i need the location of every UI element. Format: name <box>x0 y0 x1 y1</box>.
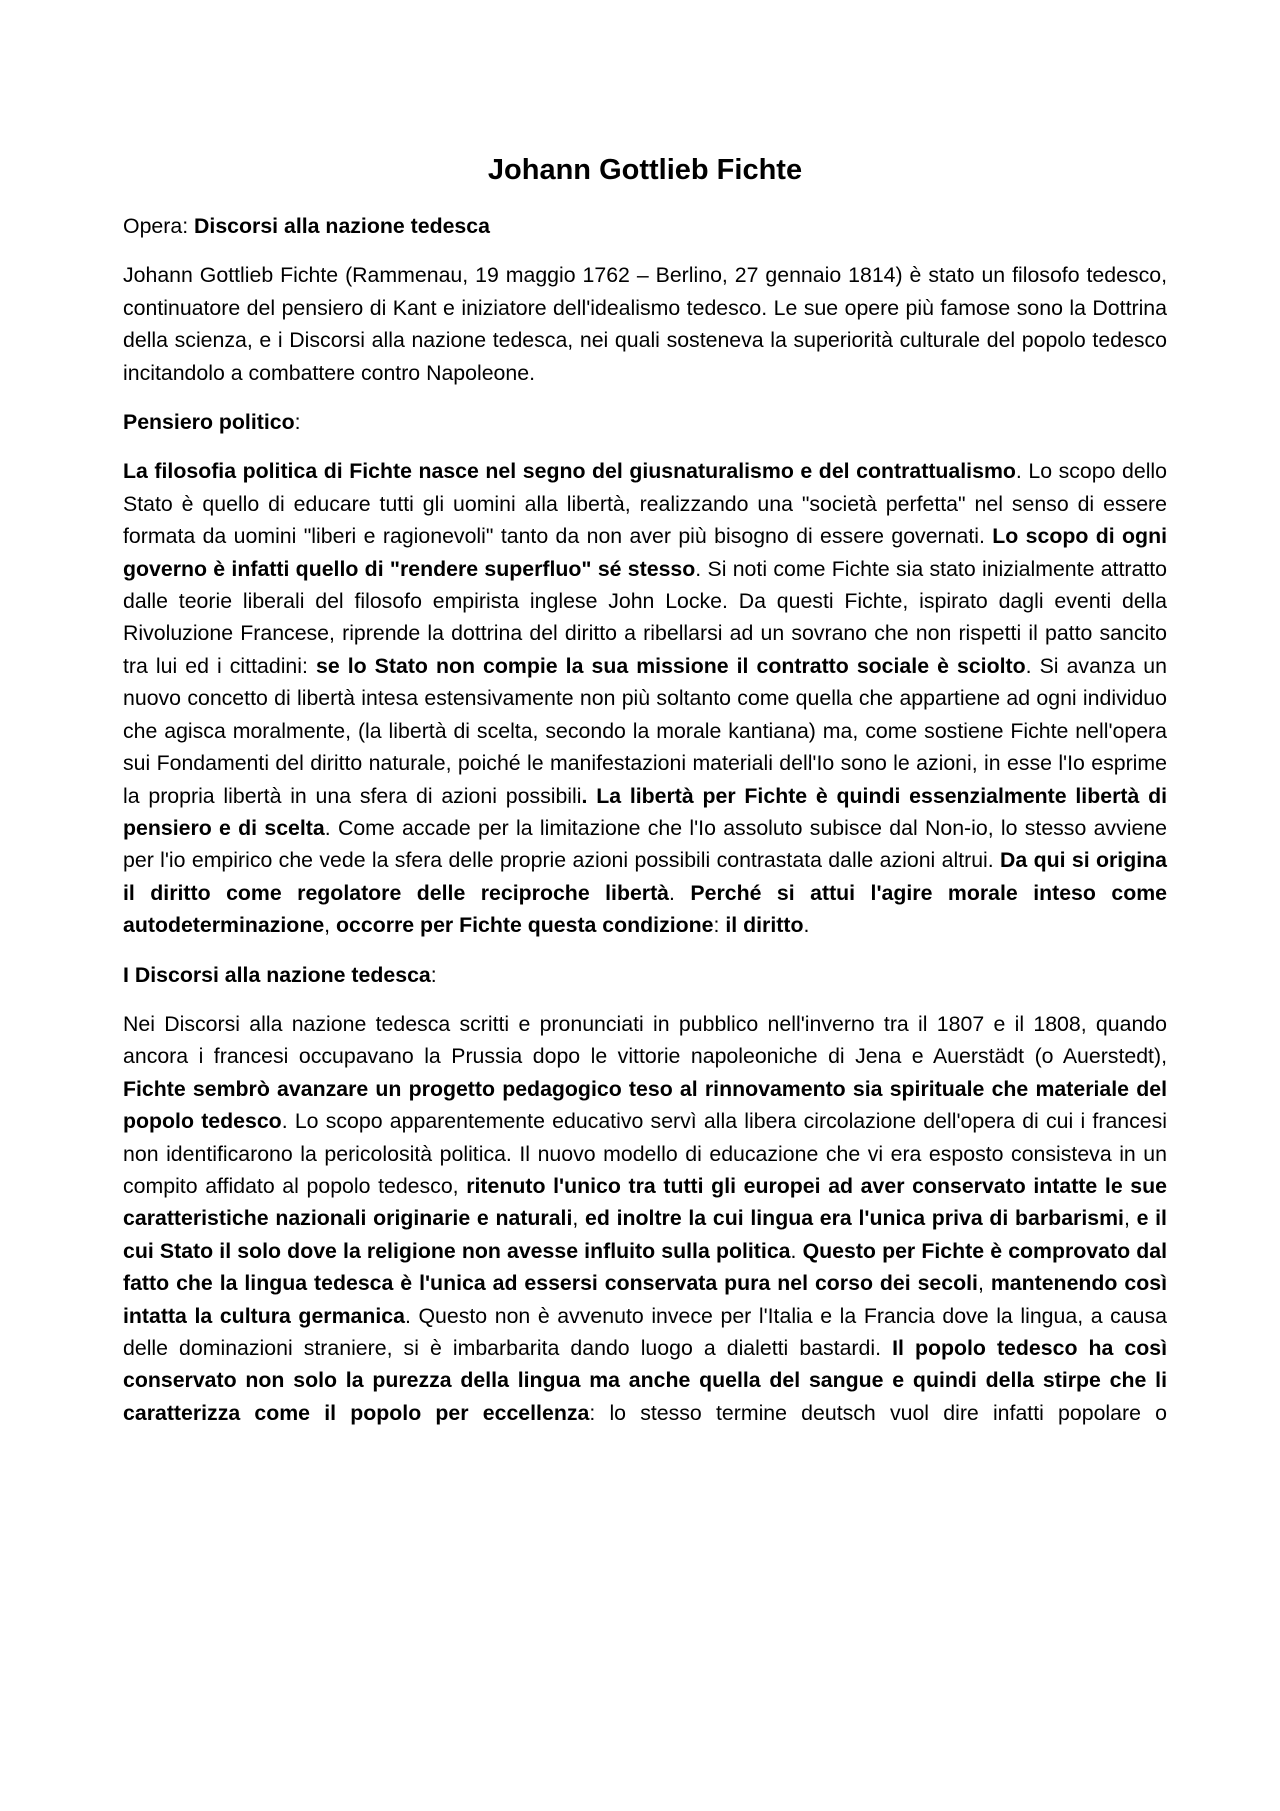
text: . Si avanza un nuovo concetto di libertà intesa estensivamente non più soltanto come quella che appartiene ad ogni individuo che agisca moralmente, (la libertà di scelta, secondo la morale kantiana) ma, come sostiene Fichte nell'opera sui Fondamenti del diritto naturale, poiché le manifestazioni materiali dell'Io sono le azioni, in esse l'Io esprime la propria libertà in una sfera di azioni possibili <box>123 653 1167 808</box>
discorsi-paragraph <box>123 1008 1167 1429</box>
bold-text: ritenuto l'unico tra tutti gli europei ad aver conservato intatte le sue caratteristiche nazionali originarie e naturali <box>123 1173 1167 1231</box>
text: . <box>790 1238 803 1263</box>
heading-discorsi <box>123 959 1167 991</box>
text: . <box>803 913 810 938</box>
text: : <box>713 913 726 938</box>
bold-text: . La libertà per Fichte è quindi essenzialmente libertà di pensiero e di scelta <box>123 783 1167 840</box>
text: : lo stesso termine deutsch vuol dire infatti popolare o <box>589 1400 1167 1425</box>
text: . Lo scopo dello Stato è quello di educare tutti gli uomini alla libertà, realizzando una "società perfetta" nel senso di essere formata da uomini "liberi e ragionevoli" tanto da non aver più bisogno di essere governati. <box>123 459 1167 549</box>
bold-text: se lo Stato non compie la sua missione il contratto sociale è sciolto <box>315 653 1026 678</box>
bold-text: La filosofia politica di Fichte nasce nel segno del giusnaturalismo e del contrattualismo <box>123 459 1016 484</box>
text: . Lo scopo apparentemente educativo servì alla libera circolazione dell'opera di cui i francesi non identificarono la pericolosità politica. Il nuovo modello di educazione che vi era esposto consisteva in un compito affidato al popolo tedesco, <box>123 1109 1167 1198</box>
bold-text: occorre per Fichte questa condizione <box>336 913 714 938</box>
bold-text: Discorsi alla nazione tedesca <box>194 214 490 238</box>
bold-text: Pensiero politico <box>123 410 295 435</box>
bold-text: Fichte sembrò avanzare un progetto pedagogico teso al rinnovamento sia spirituale che materiale del popolo tedesco <box>123 1076 1167 1134</box>
document-body <box>123 210 1167 1429</box>
text: . <box>669 880 691 905</box>
opera-line <box>123 210 1167 242</box>
heading-pensiero-politico <box>123 406 1167 438</box>
bold-text: Perché si attui l'agire morale inteso come autodeterminazione <box>123 880 1167 938</box>
text: . Questo non è avvenuto invece per l'Italia e la Francia dove la lingua, a causa delle dominazioni straniere, si è imbarbarita dando luogo a dialetti bastardi. <box>123 1303 1167 1360</box>
bold-text: e il cui Stato il solo dove la religione non avesse influito sulla politica <box>123 1206 1167 1263</box>
bold-text: Lo scopo di ogni governo è infatti quello di "rendere superfluo" sé stesso <box>123 524 1167 581</box>
document-title: Johann Gottlieb Fichte <box>487 154 803 186</box>
bold-text: mantenendo così intatta la cultura germanica <box>123 1271 1167 1328</box>
bold-text: il diritto <box>725 913 804 938</box>
intro-paragraph <box>123 259 1167 389</box>
text: Opera: <box>123 214 195 238</box>
bold-text: Il popolo tedesco ha così conservato non solo la purezza della lingua ma anche quella del sangue e quindi della stirpe che li caratterizza come il popolo per eccellenza <box>123 1336 1168 1425</box>
text: Nei Discorsi alla nazione tedesca scritti e pronunciati in pubblico nell'inverno tra il 1807 e il 1808, quando ancora i francesi occupavano la Prussia dopo le vittorie napoleoniche di Jena e Auerstädt (o Auerstedt), <box>123 1011 1167 1069</box>
text: : <box>294 410 301 435</box>
bold-text: Da qui si origina il diritto come regolatore delle reciproche libertà <box>123 848 1168 905</box>
bold-text: Questo per Fichte è comprovato dal fatto che la lingua tedesca è l'unica ad essersi conservata pura nel corso dei secoli <box>123 1238 1167 1296</box>
text: , <box>572 1206 586 1231</box>
bold-text: ed inoltre la cui lingua era l'unica priva di barbarismi <box>585 1206 1124 1231</box>
document-page <box>123 152 1167 1446</box>
text: : <box>430 962 437 987</box>
text: . Come accade per la limitazione che l'Io assoluto subisce dal Non-io, lo stesso avviene per l'io empirico che vede la sfera delle proprie azioni possibili contrastata dalle azioni altrui. <box>123 815 1167 873</box>
text: , <box>977 1271 991 1296</box>
text: , <box>1123 1206 1137 1231</box>
pensiero-politico-paragraph <box>123 455 1167 941</box>
text: Johann Gottlieb Fichte (Rammenau, 19 maggio 1762 – Berlino, 27 gennaio 1814) è stato un filosofo tedesco, continuatore del pensiero di Kant e iniziatore dell'idealismo tedesco. Le sue opere più famose sono la Dottrina della scienza, e i Discorsi alla nazione tedesca, nei quali sosteneva la superiorità culturale del popolo tedesco incitandolo a combattere contro Napoleone. <box>123 263 1167 385</box>
text: . Si noti come Fichte sia stato inizialmente attratto dalle teorie liberali del filosofo empirista inglese John Locke. Da questi Fichte, ispirato dagli eventi della Rivoluzione Francese, riprende la dottrina del diritto a ribellarsi ad un sovrano che non rispetti il patto sancito tra lui ed i cittadini: <box>123 556 1167 678</box>
text: , <box>324 913 337 938</box>
bold-text: I Discorsi alla nazione tedesca <box>123 962 431 987</box>
